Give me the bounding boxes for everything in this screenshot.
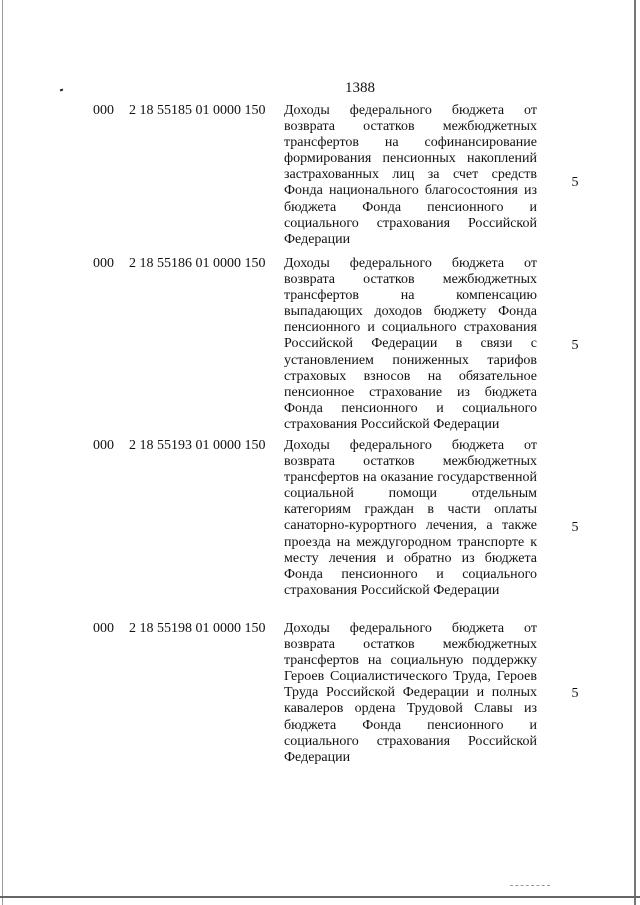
revenue-description: Доходы федерального бюджета от возврата остатков межбюджетных трансфертов на компенсацию выпадающих доходов бюджету Фонда пенсионного и социального страхования Российской Федерации в связи с установлением пониженных тарифов страховых взносов на обязательное пенсионное страхование из бюджета Фонда пенсионного и социального страхования Российской Федерации [284,256,537,432]
page-number: 1388 [345,80,375,96]
budget-classification-code: 2 18 55185 01 0000 150 [129,103,266,118]
admin-code: 000 [93,256,114,271]
page-edge-right [634,0,636,905]
amount-value: 5 [571,520,579,535]
revenue-description: Доходы федерального бюджета от возврата остатков межбюджетных трансфертов на социальную поддержку Героев Социалистического Труда, Героев Труда Российской Федерации и полных кавалеров ордена Трудовой Славы из бюджета Фонда пенсионного и социального страхования Российской Федерации [284,621,537,765]
revenue-description: Доходы федерального бюджета от возврата остатков межбюджетных трансфертов на оказание государственной социальной помощи отдельным категориям граждан в части оплаты санаторно-курортного лечения, а также проезда на междугородном транспорте к месту лечения и обратно из бюджета Фонда пенсионного и социального страхования Российской Федерации [284,438,537,598]
amount-value: 5 [571,175,579,190]
scan-artifact-dash [510,885,550,886]
budget-classification-code: 2 18 55186 01 0000 150 [129,256,266,271]
admin-code: 000 [93,621,114,636]
admin-code: 000 [93,438,114,453]
admin-code: 000 [93,103,114,118]
amount-value: 5 [571,338,579,353]
amount-value: 5 [571,686,579,701]
budget-classification-code: 2 18 55198 01 0000 150 [129,621,266,636]
page-bottom-edge [0,896,640,898]
budget-classification-code: 2 18 55193 01 0000 150 [129,438,266,453]
revenue-description: Доходы федерального бюджета от возврата остатков межбюджетных трансфертов на софинансирование формирования пенсионных накоплений застрахованных лиц за счет средств Фонда национального благосостояния из бюджета Фонда пенсионного и социального страхования Российской Федерации [284,103,537,247]
page-edge-left [2,0,3,905]
